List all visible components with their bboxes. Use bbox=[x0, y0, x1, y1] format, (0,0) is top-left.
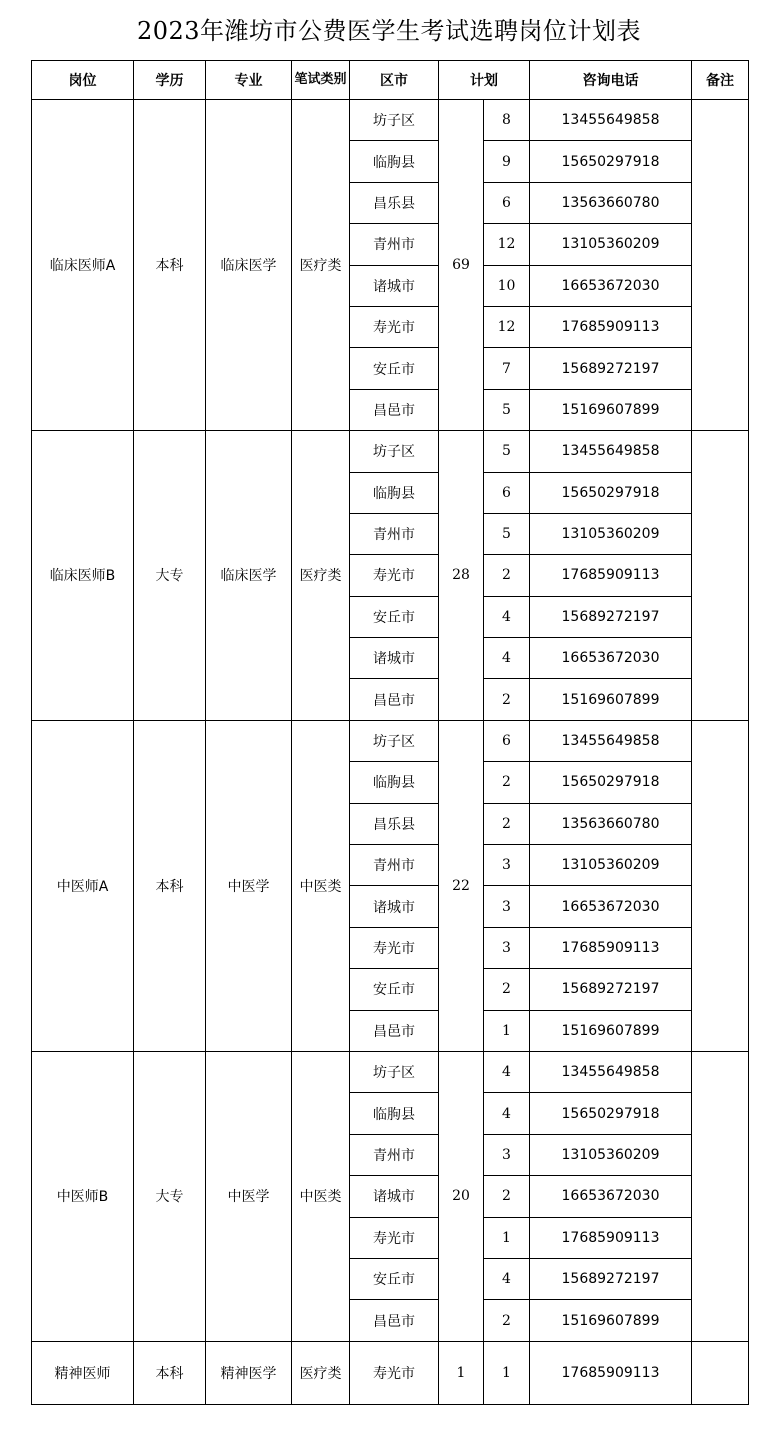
plan-count-cell: 2 bbox=[484, 969, 530, 1010]
plan-count-cell: 10 bbox=[484, 265, 530, 306]
plan-count-cell: 4 bbox=[484, 1051, 530, 1092]
post-cell: 临床医师B bbox=[32, 431, 134, 721]
district-cell: 坊子区 bbox=[350, 1051, 439, 1092]
plan-count-cell: 8 bbox=[484, 100, 530, 141]
district-cell: 诸城市 bbox=[350, 1176, 439, 1217]
district-cell: 青州市 bbox=[350, 513, 439, 554]
note-cell bbox=[692, 100, 749, 431]
phone-cell: 16653672030 bbox=[530, 1176, 692, 1217]
phone-cell: 15169607899 bbox=[530, 679, 692, 720]
major-cell: 临床医学 bbox=[206, 431, 292, 721]
phone-cell: 13105360209 bbox=[530, 845, 692, 886]
district-cell: 昌邑市 bbox=[350, 1010, 439, 1051]
plan-count-cell: 5 bbox=[484, 389, 530, 430]
district-cell: 昌邑市 bbox=[350, 679, 439, 720]
district-cell: 昌邑市 bbox=[350, 389, 439, 430]
plan-count-cell: 1 bbox=[484, 1217, 530, 1258]
phone-cell: 13455649858 bbox=[530, 1051, 692, 1092]
phone-cell: 13563660780 bbox=[530, 803, 692, 844]
phone-cell: 17685909113 bbox=[530, 306, 692, 347]
header-phone: 咨询电话 bbox=[530, 61, 692, 100]
table-row bbox=[32, 720, 749, 761]
plan-count-cell: 3 bbox=[484, 845, 530, 886]
header-exam-type: 笔试类别 bbox=[292, 61, 350, 100]
plan-count-cell: 1 bbox=[484, 1341, 530, 1404]
phone-cell: 13105360209 bbox=[530, 513, 692, 554]
plan-count-cell: 3 bbox=[484, 1134, 530, 1175]
phone-cell: 13563660780 bbox=[530, 182, 692, 223]
phone-cell: 15689272197 bbox=[530, 348, 692, 389]
major-cell: 精神医学 bbox=[206, 1341, 292, 1404]
plan-count-cell: 6 bbox=[484, 720, 530, 761]
table-row bbox=[32, 1341, 749, 1404]
plan-count-cell: 4 bbox=[484, 596, 530, 637]
plan-count-cell: 9 bbox=[484, 141, 530, 182]
plan-count-cell: 2 bbox=[484, 1300, 530, 1341]
header-post: 岗位 bbox=[32, 61, 134, 100]
phone-cell: 13455649858 bbox=[530, 100, 692, 141]
note-cell bbox=[692, 431, 749, 721]
district-cell: 寿光市 bbox=[350, 927, 439, 968]
table-header-row bbox=[32, 61, 749, 100]
table-body bbox=[32, 100, 749, 1405]
plan-count-cell: 3 bbox=[484, 886, 530, 927]
education-cell: 本科 bbox=[134, 1341, 206, 1404]
exam-type-cell: 医疗类 bbox=[292, 100, 350, 431]
exam-type-cell: 医疗类 bbox=[292, 431, 350, 721]
major-cell: 中医学 bbox=[206, 1051, 292, 1341]
plan-count-cell: 2 bbox=[484, 762, 530, 803]
district-cell: 昌乐县 bbox=[350, 803, 439, 844]
district-cell: 青州市 bbox=[350, 224, 439, 265]
phone-cell: 15169607899 bbox=[530, 389, 692, 430]
phone-cell: 15689272197 bbox=[530, 969, 692, 1010]
phone-cell: 15169607899 bbox=[530, 1010, 692, 1051]
plan-count-cell: 12 bbox=[484, 306, 530, 347]
phone-cell: 17685909113 bbox=[530, 1217, 692, 1258]
education-cell: 本科 bbox=[134, 100, 206, 431]
phone-cell: 15689272197 bbox=[530, 596, 692, 637]
plan-count-cell: 12 bbox=[484, 224, 530, 265]
plan-count-cell: 2 bbox=[484, 679, 530, 720]
district-cell: 安丘市 bbox=[350, 348, 439, 389]
district-cell: 坊子区 bbox=[350, 720, 439, 761]
district-cell: 临朐县 bbox=[350, 472, 439, 513]
phone-cell: 13455649858 bbox=[530, 431, 692, 472]
district-cell: 寿光市 bbox=[350, 1217, 439, 1258]
phone-cell: 13105360209 bbox=[530, 224, 692, 265]
education-cell: 本科 bbox=[134, 720, 206, 1051]
plan-total-cell: 20 bbox=[439, 1051, 484, 1341]
education-cell: 大专 bbox=[134, 431, 206, 721]
district-cell: 诸城市 bbox=[350, 265, 439, 306]
plan-count-cell: 5 bbox=[484, 513, 530, 554]
post-cell: 中医师B bbox=[32, 1051, 134, 1341]
plan-total-cell: 22 bbox=[439, 720, 484, 1051]
plan-count-cell: 3 bbox=[484, 927, 530, 968]
district-cell: 安丘市 bbox=[350, 596, 439, 637]
phone-cell: 16653672030 bbox=[530, 265, 692, 306]
district-cell: 临朐县 bbox=[350, 141, 439, 182]
phone-cell: 17685909113 bbox=[530, 555, 692, 596]
district-cell: 寿光市 bbox=[350, 1341, 439, 1404]
district-cell: 青州市 bbox=[350, 1134, 439, 1175]
phone-cell: 15650297918 bbox=[530, 141, 692, 182]
plan-count-cell: 6 bbox=[484, 182, 530, 223]
district-cell: 坊子区 bbox=[350, 100, 439, 141]
plan-count-cell: 6 bbox=[484, 472, 530, 513]
district-cell: 昌乐县 bbox=[350, 182, 439, 223]
district-cell: 诸城市 bbox=[350, 886, 439, 927]
post-cell: 中医师A bbox=[32, 720, 134, 1051]
phone-cell: 15650297918 bbox=[530, 472, 692, 513]
note-cell bbox=[692, 720, 749, 1051]
header-note: 备注 bbox=[692, 61, 749, 100]
district-cell: 寿光市 bbox=[350, 555, 439, 596]
phone-cell: 15689272197 bbox=[530, 1258, 692, 1299]
plan-count-cell: 1 bbox=[484, 1010, 530, 1051]
district-cell: 安丘市 bbox=[350, 1258, 439, 1299]
plan-count-cell: 4 bbox=[484, 1258, 530, 1299]
district-cell: 临朐县 bbox=[350, 762, 439, 803]
exam-type-cell: 中医类 bbox=[292, 720, 350, 1051]
education-cell: 大专 bbox=[134, 1051, 206, 1341]
header-education: 学历 bbox=[134, 61, 206, 100]
header-district: 区市 bbox=[350, 61, 439, 100]
major-cell: 中医学 bbox=[206, 720, 292, 1051]
phone-cell: 16653672030 bbox=[530, 886, 692, 927]
header-plan: 计划 bbox=[439, 61, 530, 100]
district-cell: 寿光市 bbox=[350, 306, 439, 347]
plan-count-cell: 7 bbox=[484, 348, 530, 389]
plan-count-cell: 2 bbox=[484, 555, 530, 596]
district-cell: 临朐县 bbox=[350, 1093, 439, 1134]
plan-count-cell: 4 bbox=[484, 638, 530, 679]
table-row bbox=[32, 100, 749, 141]
major-cell: 临床医学 bbox=[206, 100, 292, 431]
plan-count-cell: 2 bbox=[484, 1176, 530, 1217]
note-cell bbox=[692, 1051, 749, 1341]
note-cell bbox=[692, 1341, 749, 1404]
district-cell: 诸城市 bbox=[350, 638, 439, 679]
phone-cell: 15169607899 bbox=[530, 1300, 692, 1341]
phone-cell: 15650297918 bbox=[530, 1093, 692, 1134]
plan-count-cell: 4 bbox=[484, 1093, 530, 1134]
page-title: 2023年潍坊市公费医学生考试选聘岗位计划表 bbox=[136, 17, 642, 45]
table-row bbox=[32, 431, 749, 472]
exam-type-cell: 医疗类 bbox=[292, 1341, 350, 1404]
plan-total-cell: 28 bbox=[439, 431, 484, 721]
phone-cell: 13105360209 bbox=[530, 1134, 692, 1175]
plan-total-cell: 1 bbox=[439, 1341, 484, 1404]
phone-cell: 15650297918 bbox=[530, 762, 692, 803]
phone-cell: 13455649858 bbox=[530, 720, 692, 761]
header-major: 专业 bbox=[206, 61, 292, 100]
district-cell: 昌邑市 bbox=[350, 1300, 439, 1341]
table-row bbox=[32, 1051, 749, 1092]
plan-count-cell: 5 bbox=[484, 431, 530, 472]
district-cell: 安丘市 bbox=[350, 969, 439, 1010]
phone-cell: 17685909113 bbox=[530, 927, 692, 968]
district-cell: 坊子区 bbox=[350, 431, 439, 472]
exam-type-cell: 中医类 bbox=[292, 1051, 350, 1341]
district-cell: 青州市 bbox=[350, 845, 439, 886]
post-cell: 临床医师A bbox=[32, 100, 134, 431]
plan-total-cell: 69 bbox=[439, 100, 484, 431]
recruitment-plan-table bbox=[31, 60, 749, 1405]
plan-count-cell: 2 bbox=[484, 803, 530, 844]
phone-cell: 17685909113 bbox=[530, 1341, 692, 1404]
post-cell: 精神医师 bbox=[32, 1341, 134, 1404]
phone-cell: 16653672030 bbox=[530, 638, 692, 679]
